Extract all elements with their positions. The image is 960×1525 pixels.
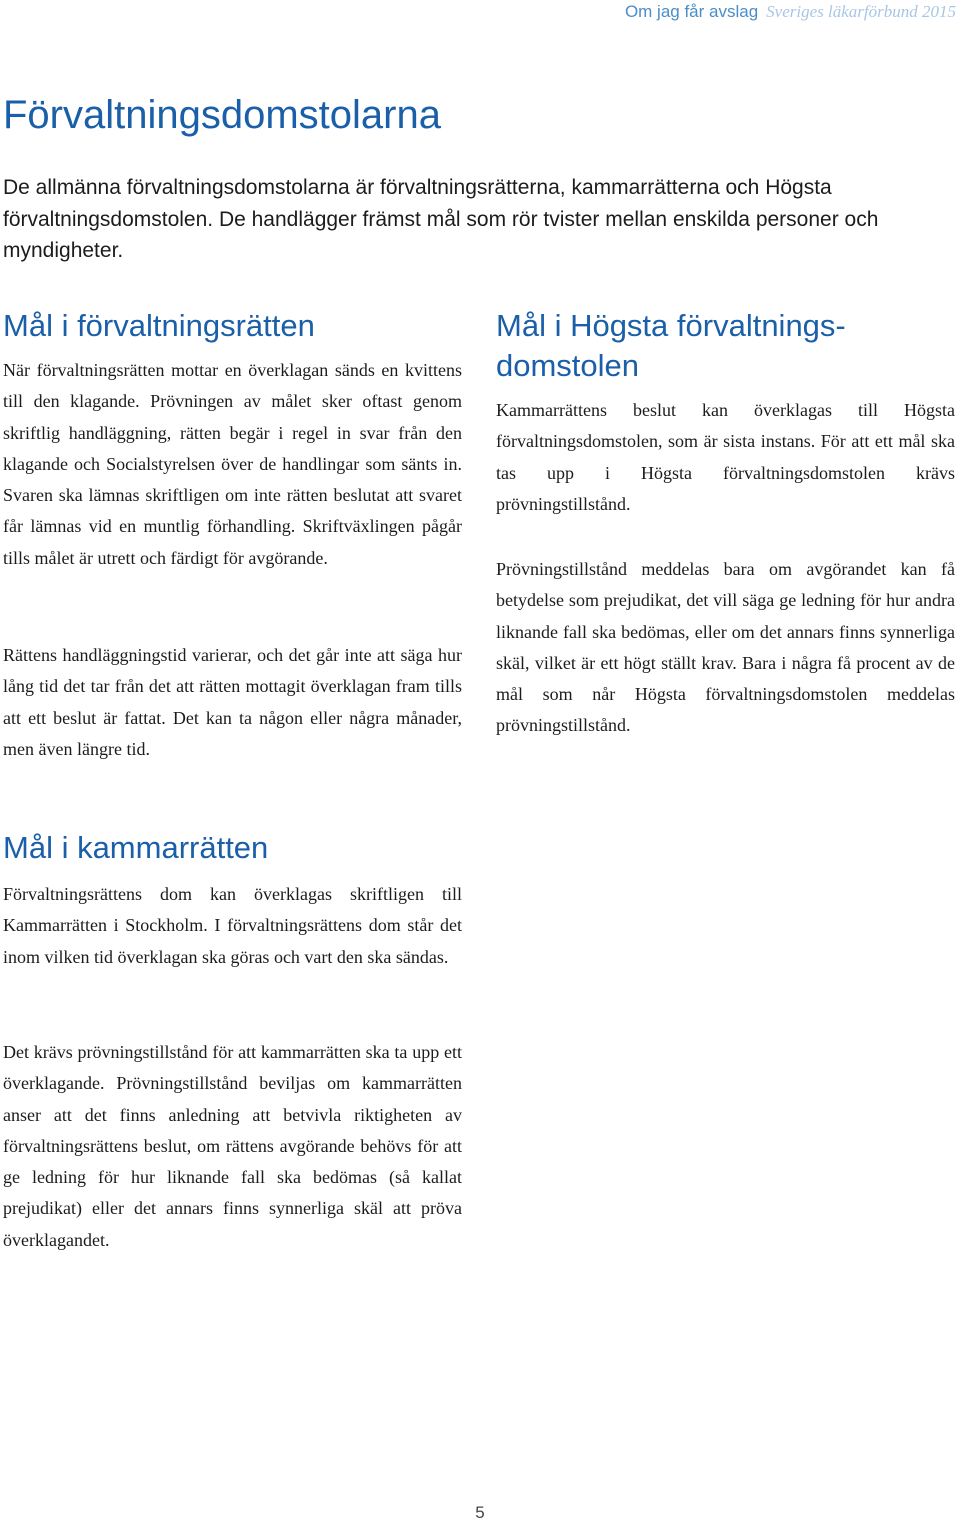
running-header: [625, 1, 956, 23]
header-section-title: Om jag får avslag: [624, 2, 759, 21]
section-title-hogsta-line-2: domstolen: [496, 348, 640, 383]
lead-paragraph: De allmänna förvaltningsdomstolarna är förvaltningsrätterna, kammarrätterna och Högsta förvaltningsdomstolen. De handlägger främst mål som rör tvister mellan enskilda personer och myndigheter.: [3, 176, 879, 262]
hogsta-paragraph-2: Prövningstillstånd meddelas bara om avgörandet kan få betydelse som prejudikat, det vill säga ge ledning för hur andra liknande fall ska bedömas, eller om det annars finns synnerliga skäl, vilket är ett högt ställt krav. Bara i några få procent av de mål som når Högsta förvaltningsdomstolen meddelas prövningstillstånd.: [496, 559, 955, 736]
kammarratten-paragraph-2: Det krävs prövningstillstånd för att kammarrätten ska ta upp ett överklagande. Prövningstillstånd beviljas om kammarrätten anser att det finns anledning att betvivla riktigheten av förvaltningsrättens beslut, om rättens avgörande behövs för att ge ledning för hur liknande fall ska bedömas (så kallat prejudikat) eller det annars finns synnerliga skäl att pröva överklagandet.: [3, 1042, 462, 1250]
section-title-forvaltningsratten: Mål i förvaltningsrätten: [3, 308, 315, 343]
kammarratten-paragraph-1: Förvaltningsrättens dom kan överklagas skriftligen till Kammarrätten i Stockholm. I förvaltningsrättens dom står det inom vilken tid överklagan ska göras och vart den ska sändas.: [3, 884, 462, 967]
page-title: Förvaltningsdomstolarna: [3, 93, 441, 137]
section-title-hogsta-forvaltningsdomstolen: [496, 306, 956, 386]
forvaltningsratten-paragraph-2: Rättens handläggningstid varierar, och det går inte att säga hur lång tid det tar från det att rätten mottagit överklagan fram tills att ett beslut är fattat. Det kan ta någon eller några månader, men även längre tid.: [3, 645, 462, 759]
header-publication: Sveriges läkarförbund 2015: [766, 2, 956, 21]
hogsta-paragraph-1: Kammarrättens beslut kan överklagas till Högsta förvaltningsdomstolen, som är sista instans. För att ett mål ska tas upp i Högsta förvaltningsdomstolen krävs prövningstillstånd.: [496, 400, 955, 514]
page-number: 5: [475, 1503, 485, 1522]
forvaltningsratten-paragraph-1: När förvaltningsrätten mottar en överklagan sänds en kvittens till den klagande. Prövningen av målet sker oftast genom skriftlig handläggning, rätten begär i regel in svar från den klagande och Socialstyrelsen över de handlingar som sänts in. Svaren ska lämnas skriftligen om inte rätten beslutat att svaret får lämnas vid en muntlig förhandling. Skriftväxlingen pågår tills målet är utrett och färdigt för avgörande.: [3, 360, 462, 568]
section-title-kammarratten: Mål i kammarrätten: [3, 830, 269, 865]
section-title-hogsta-line-1: Mål i Högsta förvaltnings-: [496, 308, 846, 343]
